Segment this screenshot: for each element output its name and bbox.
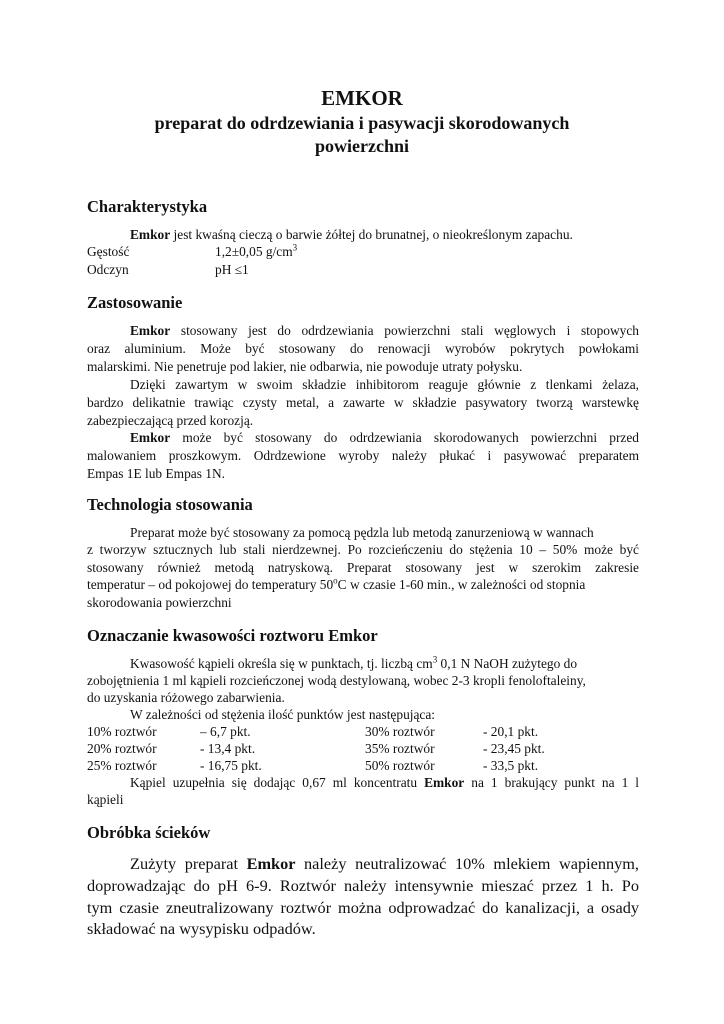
paragraph-line: Emkor stosowany jest do odrdzewiania powierzchni stali węglowych i stopowych [130, 323, 639, 338]
paragraph-line: bardzo delikatnie trawiąc czysty metal, a zawarte w składzie pasywatory tworzą warstewkę [87, 395, 639, 410]
paragraph-line: Emkor może być stosowany do odrdzewiania skorodowanych powierzchni przed [130, 430, 639, 445]
section-heading-technologia: Technologia stosowania [87, 495, 253, 514]
table-cell: - 16,75 pkt. [200, 758, 262, 773]
ph-value: pH ≤1 [215, 262, 249, 277]
table-cell: 10% roztwór [87, 724, 157, 739]
paragraph-line: Empas 1E lub Empas 1N. [87, 466, 225, 481]
paragraph-line: Dzięki zawartym w swoim składzie inhibitorom reaguje głównie z tlenkami żelaza, [130, 377, 639, 392]
paragraph-line: malarskimi. Nie penetruje pod lakier, nie odbarwia, nie powoduje utraty połysku. [87, 359, 523, 374]
density-value: 1,2±0,05 $g/cm^3$ [215, 242, 298, 259]
product-name: Emkor [130, 323, 171, 338]
table-cell: - 23,45 pkt. [483, 741, 545, 756]
paragraph-line: Kąpiel uzupełnia się dodając 0,67 ml koncentratu Emkor na 1 brakujący punkt na 1 l [130, 775, 639, 790]
table-cell: 35% roztwór [365, 741, 435, 756]
table-cell: 25% roztwór [87, 758, 157, 773]
paragraph-line: Kwasowość kąpieli określa się w punktach, tj. liczbą $cm^3$ 0,1 N NaOH zużytego do [130, 654, 578, 671]
table-cell: - 20,1 pkt. [483, 724, 539, 739]
paragraph-line: zabezpieczającą przed korozją. [87, 413, 254, 428]
table-cell: - 13,4 pkt. [200, 741, 256, 756]
section-heading-obrobka: Obróbka ścieków [87, 823, 211, 842]
document-subtitle-line2: powierzchni [315, 136, 409, 156]
paragraph-line: tym czasie zneutralizowany roztwór można odprowadzać do kanalizacji, a osady [87, 898, 639, 917]
document-subtitle-line1: preparat do odrdzewiania i pasywacji skorodowanych [154, 113, 570, 133]
paragraph-line: malowaniem proszkowym. Odrdzewione wyroby należy płukać i pasywować preparatem [87, 448, 639, 463]
paragraph-line: oraz aluminium. Może być stosowany do renowacji wyrobów pokrytych powłokami [87, 341, 639, 356]
paragraph-line: W zależności od stężenia ilość punktów jest następująca: [130, 707, 436, 722]
table-cell: 20% roztwór [87, 741, 157, 756]
table-cell: 30% roztwór [365, 724, 435, 739]
paragraph-line: Preparat może być stosowany za pomocą pędzla lub metodą zanurzeniową w wannach [130, 525, 594, 540]
paragraph-line: skorodowania powierzchni [87, 595, 232, 610]
paragraph-line: temperatur – od pokojowej do temperatury 50$^o$C w czasie 1-60 min., w zależności od stopnia [87, 575, 586, 592]
table-cell: 50% roztwór [365, 758, 435, 773]
document-title: EMKOR [321, 86, 403, 110]
table-cell: – 6,7 pkt. [200, 724, 251, 739]
paragraph-line: Emkor jest kwaśną cieczą o barwie żółtej do brunatnej, o nieokreślonym zapachu. [130, 227, 573, 242]
section-heading-kwasowosc: Oznaczanie kwasowości roztworu Emkor [87, 626, 378, 645]
paragraph-line: z tworzyw sztucznych lub stali nierdzewnej. Po rozcieńczeniu do stężenia 10 – 50% może być [87, 542, 639, 557]
paragraph-line: zobojętnienia 1 ml kąpieli rozcieńczonej wodą destylowaną, wobec 2-3 kropli fenoloftaleiny, [87, 673, 586, 688]
section-heading-zastosowanie: Zastosowanie [87, 293, 183, 312]
paragraph-line: stosowany również metodą natryskową. Preparat stosowany jest w szerokim zakresie [87, 560, 639, 575]
product-name: Emkor [130, 227, 171, 242]
paragraph-line: Zużyty preparat Emkor należy neutralizować 10% mlekiem wapiennym, [130, 854, 639, 873]
product-name: Emkor [424, 775, 465, 790]
density-label: Gęstość [87, 244, 130, 259]
paragraph-line: składować na wysypisku odpadów. [87, 919, 316, 938]
product-name: Emkor [246, 854, 296, 873]
paragraph-line: do uzyskania różowego zabarwienia. [87, 690, 285, 705]
product-name: Emkor [130, 430, 171, 445]
paragraph-line: kąpieli [87, 792, 124, 807]
ph-label: Odczyn [87, 262, 129, 277]
section-heading-charakterystyka: Charakterystyka [87, 197, 208, 216]
paragraph-line: doprowadzając do pH 6-9. Roztwór należy intensywnie mieszać przez 1 h. Po [87, 876, 639, 895]
table-cell: - 33,5 pkt. [483, 758, 539, 773]
